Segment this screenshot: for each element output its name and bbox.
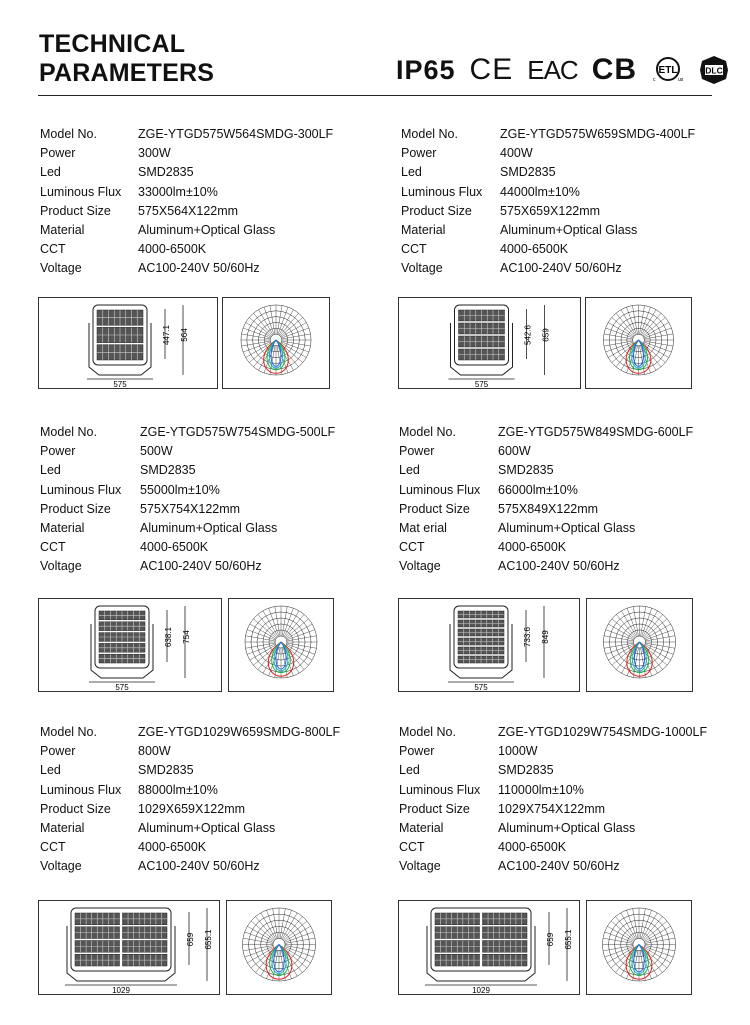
spec-label: Luminous Flux: [40, 184, 122, 199]
spec-row: [399, 442, 739, 461]
spec-row: [399, 838, 739, 857]
spec-label: Model No.: [399, 725, 456, 739]
spec-label: CCT: [40, 840, 66, 855]
spec-row: [40, 781, 380, 800]
spec-table: [399, 423, 739, 577]
spec-row: [401, 221, 741, 240]
spec-row: [40, 481, 380, 500]
spec-label: Material: [40, 820, 85, 835]
spec-value: 500W: [140, 444, 173, 459]
spec-label: Power: [40, 146, 76, 161]
spec-label: Mat erial: [399, 520, 447, 535]
spec-row: [40, 519, 380, 538]
spec-label: Power: [40, 444, 76, 459]
spec-label: Material: [401, 222, 446, 237]
svg-text:ETL: ETL: [658, 65, 678, 76]
outer-height-dimension: 849: [541, 630, 550, 644]
spec-value: 4000-6500K: [140, 540, 209, 555]
spec-value: 110000lm±10%: [498, 782, 584, 797]
spec-label: Voltage: [40, 559, 82, 574]
spec-label: Material: [399, 820, 444, 835]
spec-label: Luminous Flux: [401, 184, 483, 199]
polar-curve-icon: [229, 599, 333, 691]
width-dimension: 575: [115, 683, 129, 691]
spec-row: [40, 202, 380, 221]
polar-curve-icon: [223, 298, 329, 388]
svg-text:us: us: [678, 77, 684, 83]
outer-height-dimension: 659: [541, 328, 551, 342]
spec-value: 33000lm±10%: [138, 184, 218, 199]
spec-label: Luminous Flux: [399, 782, 481, 797]
spec-row: [399, 857, 739, 876]
spec-table: [40, 423, 380, 577]
spec-value: 1029X754X122mm: [498, 801, 606, 816]
spec-value: ZGE-YTGD575W659SMDG-400LF: [500, 127, 696, 141]
spec-row: [399, 723, 739, 742]
spec-value: AC100-240V 50/60Hz: [138, 859, 260, 874]
spec-label: Product Size: [401, 203, 472, 218]
light-distribution-diagram: [222, 297, 330, 389]
dimension-drawing: [38, 297, 218, 389]
spec-value: 55000lm±10%: [140, 482, 220, 497]
spec-label: Voltage: [40, 859, 82, 874]
spec-row: [40, 442, 380, 461]
width-dimension: 575: [474, 380, 489, 388]
spec-label: Led: [399, 763, 420, 778]
polar-curve-icon: [586, 298, 691, 388]
spec-row: [401, 144, 741, 163]
spec-value: 4000-6500K: [498, 840, 567, 855]
spec-value: AC100-240V 50/60Hz: [498, 859, 620, 874]
width-dimension: 1029: [472, 986, 490, 994]
light-distribution-diagram: [586, 598, 693, 692]
spec-label: Led: [40, 763, 61, 778]
spec-value: ZGE-YTGD1029W754SMDG-1000LF: [498, 725, 708, 739]
spec-label: Model No.: [399, 425, 456, 439]
spec-label: Led: [401, 165, 422, 180]
width-dimension: 575: [113, 380, 127, 388]
spec-row: [401, 202, 741, 221]
spec-row: [40, 819, 380, 838]
spec-label: CCT: [399, 840, 425, 855]
spec-label: CCT: [399, 540, 425, 555]
spec-label: Material: [40, 222, 85, 237]
spec-label: Power: [399, 444, 435, 459]
spec-label: Product Size: [399, 501, 470, 516]
spec-value: ZGE-YTGD1029W659SMDG-800LF: [138, 725, 341, 739]
spec-value: 575X849X122mm: [498, 501, 599, 516]
spec-value: 88000lm±10%: [138, 782, 218, 797]
luminaire-outline-icon: [399, 298, 580, 388]
spec-label: Power: [401, 146, 437, 161]
spec-value: 4000-6500K: [500, 242, 569, 257]
spec-row: [401, 240, 741, 259]
spec-label: Voltage: [40, 261, 82, 276]
spec-value: Aluminum+Optical Glass: [498, 820, 636, 835]
spec-value: 600W: [498, 444, 531, 459]
spec-table: [40, 125, 380, 279]
inner-height-dimension: 659: [546, 932, 555, 947]
dimension-drawing: [398, 297, 581, 389]
spec-label: Led: [399, 463, 420, 478]
spec-row: [399, 519, 739, 538]
spec-value: Aluminum+Optical Glass: [140, 520, 278, 535]
light-distribution-diagram: [228, 598, 334, 692]
spec-label: Product Size: [40, 801, 111, 816]
spec-row: [399, 557, 739, 576]
page-title: TECHNICAL PARAMETERS: [39, 30, 215, 87]
spec-label: Voltage: [399, 859, 441, 874]
spec-value: SMD2835: [138, 165, 194, 180]
luminaire-outline-icon: [399, 901, 579, 994]
spec-row: [399, 538, 739, 557]
luminaire-outline-icon: [399, 599, 579, 691]
spec-row: [40, 163, 380, 182]
spec-row: [399, 742, 739, 761]
spec-row: [399, 423, 739, 442]
inner-height-dimension: 638.1: [164, 626, 173, 648]
spec-value: 575X564X122mm: [138, 203, 239, 218]
spec-value: SMD2835: [498, 463, 554, 478]
spec-row: [40, 240, 380, 259]
spec-label: Model No.: [401, 127, 458, 141]
spec-row: [40, 423, 380, 442]
spec-label: Power: [40, 744, 76, 759]
spec-row: [40, 838, 380, 857]
spec-row: [40, 800, 380, 819]
spec-value: 300W: [138, 146, 171, 161]
spec-row: [40, 259, 380, 278]
spec-row: [40, 557, 380, 576]
spec-value: 1000W: [498, 744, 538, 759]
spec-row: [401, 183, 741, 202]
spec-value: SMD2835: [498, 763, 554, 778]
spec-row: [40, 183, 380, 202]
spec-value: ZGE-YTGD575W849SMDG-600LF: [498, 425, 694, 439]
inner-height-dimension: 659: [186, 932, 195, 947]
spec-label: Luminous Flux: [40, 782, 122, 797]
spec-row: [40, 761, 380, 780]
spec-value: SMD2835: [138, 763, 194, 778]
spec-value: 4000-6500K: [138, 242, 207, 257]
spec-value: AC100-240V 50/60Hz: [500, 261, 622, 276]
spec-value: ZGE-YTGD575W564SMDG-300LF: [138, 127, 334, 141]
spec-label: Led: [40, 165, 61, 180]
svg-text:c: c: [653, 77, 656, 83]
spec-label: Voltage: [401, 261, 443, 276]
luminaire-outline-icon: [39, 298, 217, 388]
spec-label: Model No.: [40, 425, 97, 439]
spec-label: Power: [399, 744, 435, 759]
dimension-drawing: [398, 900, 580, 995]
ce-mark: CE: [469, 53, 514, 86]
spec-table: [399, 723, 739, 877]
spec-value: Aluminum+Optical Glass: [498, 520, 636, 535]
spec-row: [399, 481, 739, 500]
spec-row: [40, 461, 380, 480]
spec-value: 66000lm±10%: [498, 482, 578, 497]
spec-row: [399, 761, 739, 780]
width-dimension: 1029: [112, 986, 130, 994]
spec-value: 44000lm±10%: [500, 184, 580, 199]
spec-label: Product Size: [40, 501, 111, 516]
spec-value: 1029X659X122mm: [138, 801, 246, 816]
spec-label: Material: [40, 520, 85, 535]
dimension-drawing: [38, 598, 222, 692]
spec-value: AC100-240V 50/60Hz: [140, 559, 262, 574]
spec-row: [401, 163, 741, 182]
spec-label: Voltage: [399, 559, 441, 574]
outer-height-dimension: 754: [182, 630, 191, 644]
header-divider: [38, 95, 712, 96]
outer-height-dimension: 564: [180, 328, 189, 342]
dlc-logo-icon: [699, 55, 729, 85]
inner-height-dimension: 447.1: [162, 324, 171, 346]
luminaire-outline-icon: [39, 599, 221, 691]
spec-value: Aluminum+Optical Glass: [138, 820, 276, 835]
spec-label: Model No.: [40, 725, 97, 739]
light-distribution-diagram: [585, 297, 692, 389]
polar-curve-icon: [587, 901, 691, 994]
spec-label: Product Size: [40, 203, 111, 218]
spec-row: [40, 221, 380, 240]
eac-mark: EAC: [527, 54, 578, 85]
spec-row: [40, 538, 380, 557]
spec-value: 575X754X122mm: [140, 501, 241, 516]
spec-value: 575X659X122mm: [500, 203, 601, 218]
spec-row: [401, 125, 741, 144]
spec-row: [40, 723, 380, 742]
spec-value: Aluminum+Optical Glass: [500, 222, 638, 237]
spec-row: [399, 461, 739, 480]
inner-height-dimension: 542.6: [523, 324, 533, 346]
spec-row: [399, 819, 739, 838]
spec-label: Product Size: [399, 801, 470, 816]
light-distribution-diagram: [586, 900, 692, 995]
spec-row: [399, 500, 739, 519]
cb-mark: CB: [591, 53, 638, 86]
outer-height-dimension: 655.1: [204, 929, 213, 950]
spec-value: 4000-6500K: [498, 540, 567, 555]
spec-label: CCT: [40, 540, 66, 555]
spec-row: [40, 742, 380, 761]
dimension-drawing: [398, 598, 580, 692]
spec-label: Luminous Flux: [40, 482, 122, 497]
spec-value: 4000-6500K: [138, 840, 207, 855]
inner-height-dimension: 733.6: [523, 626, 532, 648]
spec-value: SMD2835: [140, 463, 196, 478]
spec-label: CCT: [40, 242, 66, 257]
spec-value: 800W: [138, 744, 171, 759]
polar-curve-icon: [227, 901, 331, 994]
etl-logo-icon: [651, 55, 685, 85]
spec-row: [399, 800, 739, 819]
light-distribution-diagram: [226, 900, 332, 995]
svg-text:DLC: DLC: [705, 65, 723, 76]
outer-height-dimension: 655.1: [564, 929, 573, 950]
spec-row: [40, 125, 380, 144]
width-dimension: 575: [474, 683, 488, 691]
dimension-drawing: [38, 900, 220, 995]
spec-value: 400W: [500, 146, 533, 161]
spec-value: AC100-240V 50/60Hz: [138, 261, 260, 276]
spec-value: SMD2835: [500, 165, 556, 180]
spec-value: ZGE-YTGD575W754SMDG-500LF: [140, 425, 336, 439]
spec-row: [40, 857, 380, 876]
spec-row: [40, 144, 380, 163]
spec-row: [40, 500, 380, 519]
spec-row: [399, 781, 739, 800]
ip65-mark: IP65: [396, 54, 456, 85]
spec-label: Luminous Flux: [399, 482, 481, 497]
spec-label: Model No.: [40, 127, 97, 141]
spec-table: [40, 723, 380, 877]
spec-value: AC100-240V 50/60Hz: [498, 559, 620, 574]
spec-row: [401, 259, 741, 278]
spec-label: Led: [40, 463, 61, 478]
polar-curve-icon: [587, 599, 692, 691]
certification-logos: [396, 50, 729, 90]
spec-table: [401, 125, 741, 279]
luminaire-outline-icon: [39, 901, 219, 994]
spec-value: Aluminum+Optical Glass: [138, 222, 276, 237]
spec-label: CCT: [401, 242, 427, 257]
